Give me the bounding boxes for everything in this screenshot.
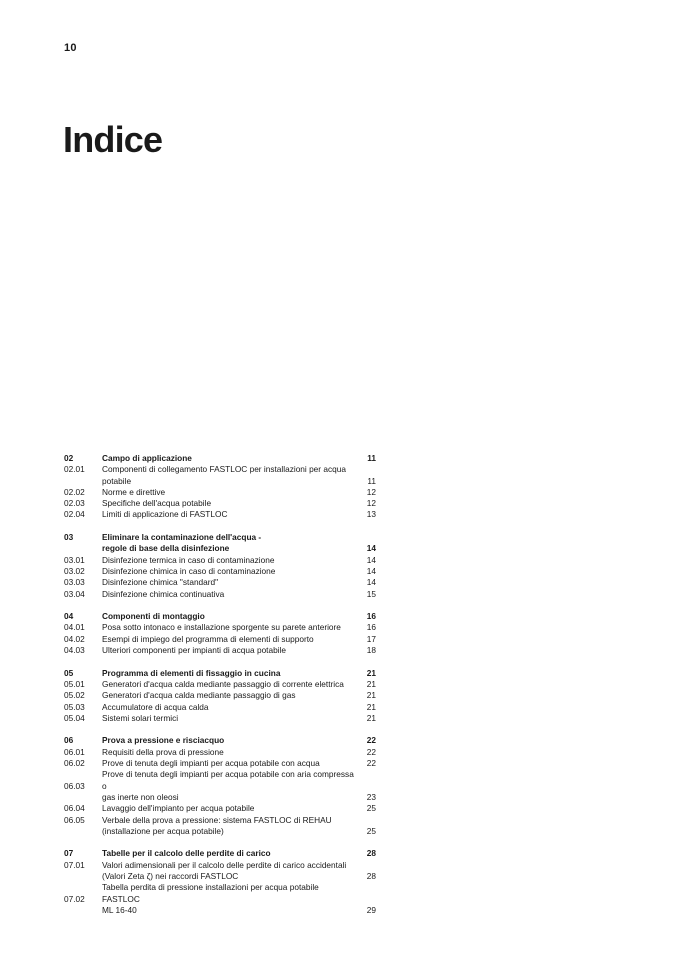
toc-entry	[64, 622, 376, 633]
toc-entry-number: 04.03	[64, 645, 85, 656]
toc-section	[64, 453, 376, 521]
toc-entry	[64, 747, 376, 758]
toc-entry-page: 12	[366, 498, 376, 509]
toc-section-page: 22	[366, 735, 376, 746]
toc-entry-number: 06.01	[64, 746, 85, 757]
toc-entry-number: 04.02	[64, 633, 85, 644]
toc-entry-page: 18	[366, 645, 376, 656]
toc-section-page: 14	[366, 543, 376, 554]
toc-entry-page: 14	[366, 565, 376, 576]
toc-entry	[64, 634, 376, 645]
toc-section-title: regole di base della disinfezione	[102, 543, 230, 554]
toc-entry-page: 17	[366, 633, 376, 644]
toc-entry	[64, 702, 376, 713]
toc-entry-title: Lavaggio dell'impianto per acqua potabile	[102, 803, 255, 814]
toc-section-title: Componenti di montaggio	[102, 611, 205, 622]
toc-entry-title: Disinfezione termica in caso di contaminazione	[102, 554, 275, 565]
toc-entry	[64, 566, 376, 577]
toc-section-heading	[64, 611, 376, 622]
toc-entry-number: 03.03	[64, 577, 85, 588]
toc-entry	[64, 826, 376, 837]
toc-section-title: Programma di elementi di fissaggio in cucina	[102, 667, 281, 678]
toc-section-number: 06	[64, 735, 74, 746]
toc-entry	[64, 509, 376, 520]
toc-section-page: 11	[367, 453, 376, 463]
toc-section-heading	[64, 668, 376, 679]
toc-section-number: 02	[64, 453, 74, 463]
toc-entry-title: Generatori d'acqua calda mediante passaggio di gas	[102, 690, 296, 701]
toc-entry-title: ML 16-40	[102, 904, 137, 915]
toc-entry-page: 29	[366, 904, 376, 915]
toc-entry-title: Limiti di applicazione di FASTLOC	[102, 509, 228, 520]
toc-entry	[64, 555, 376, 566]
toc-entry-page: 21	[366, 690, 376, 701]
toc-section-number: 05	[64, 667, 74, 678]
toc-entry-title: Esempi di impiego del programma di elementi di supporto	[102, 633, 314, 644]
toc-entry-title: (Valori Zeta ζ) nei raccordi FASTLOC	[102, 870, 239, 881]
toc-entry	[64, 758, 376, 769]
toc-entry-page: 23	[366, 791, 376, 802]
toc-entry	[64, 882, 376, 905]
toc-section-title: Tabelle per il calcolo delle perdite di carico	[102, 848, 271, 859]
toc-entry-title: Verbale della prova a pressione: sistema FASTLOC di REHAU	[102, 814, 332, 825]
toc-entry-title: Ulteriori componenti per impianti di acqua potabile	[102, 645, 287, 656]
toc-entry-title: gas inerte non oleosi	[102, 791, 179, 802]
toc-entry	[64, 871, 376, 882]
toc-entry-page: 16	[366, 622, 376, 633]
toc-entry-number: 04.01	[64, 622, 85, 633]
toc-entry-number: 03.01	[64, 554, 85, 565]
toc-entry	[64, 769, 376, 792]
toc-section-number: 07	[64, 848, 74, 859]
toc-section	[64, 735, 376, 837]
toc-entry-title: Disinfezione chimica in caso di contaminazione	[102, 565, 276, 576]
toc-entry-page: 14	[366, 577, 376, 588]
toc-entry-title: Accumulatore di acqua calda	[102, 701, 209, 712]
toc-entry	[64, 487, 376, 498]
toc-entry-title: Sistemi solari termici	[102, 712, 179, 723]
toc-section	[64, 532, 376, 600]
toc-entry-number: 07.02	[64, 893, 85, 904]
toc-entry	[64, 589, 376, 600]
toc-entry-title: Specifiche dell'acqua potabile	[102, 498, 212, 509]
toc-entry	[64, 679, 376, 690]
toc-entry-page: 22	[366, 746, 376, 757]
toc-entry-title: Norme e direttive	[102, 486, 166, 497]
toc-entry-title: Requisiti della prova di pressione	[102, 746, 224, 757]
toc-entry-number: 02.04	[64, 509, 85, 520]
toc-entry	[64, 476, 376, 487]
toc-entry-number: 02.03	[64, 498, 85, 509]
toc-section-heading	[64, 532, 376, 543]
toc-entry-page: 14	[366, 554, 376, 565]
toc-entry-page: 28	[366, 870, 376, 881]
toc-entry-title: Disinfezione chimica continuativa	[102, 588, 225, 599]
toc-entry-title: Tabella perdita di pressione installazioni per acqua potabile FASTLOC	[102, 882, 319, 904]
toc-entry	[64, 464, 376, 475]
toc-entry-page: 11	[367, 475, 376, 486]
toc-entry-title: Generatori d'acqua calda mediante passaggio di corrente elettrica	[102, 678, 344, 689]
toc-entry-number: 05.04	[64, 712, 85, 723]
toc-entry-page: 25	[366, 825, 376, 836]
toc-section-title: Campo di applicazione	[102, 453, 192, 463]
toc-entry-page: 12	[366, 486, 376, 497]
toc-entry	[64, 792, 376, 803]
toc-entry-title: potabile	[102, 475, 132, 486]
toc-entry-page: 21	[366, 712, 376, 723]
toc-entry	[64, 905, 376, 916]
toc-section-heading	[64, 453, 376, 464]
toc-entry-number: 03.04	[64, 588, 85, 599]
toc-section-page: 28	[366, 848, 376, 859]
toc-entry-number: 02.01	[64, 464, 85, 475]
toc-entry-page: 15	[366, 588, 376, 599]
toc-entry-title: Valori adimensionali per il calcolo delle perdite di carico accidentali	[102, 859, 347, 870]
toc-entry	[64, 645, 376, 656]
toc-entry	[64, 803, 376, 814]
toc-entry	[64, 577, 376, 588]
toc-entry-title: (installazione per acqua potabile)	[102, 825, 224, 836]
toc-section-title: Eliminare la contaminazione dell'acqua -	[102, 532, 262, 543]
page-number: 10	[64, 42, 77, 54]
toc-entry-number: 06.05	[64, 814, 85, 825]
toc-section-heading	[64, 848, 376, 859]
toc-entry-number: 06.03	[64, 780, 85, 791]
toc-entry	[64, 690, 376, 701]
toc-entry-number: 05.01	[64, 678, 85, 689]
toc-entry-page: 25	[366, 803, 376, 814]
toc-entry-title: Prove di tenuta degli impianti per acqua potabile con acqua	[102, 758, 320, 769]
toc-entry-title: Disinfezione chimica "standard"	[102, 577, 219, 588]
toc-entry-number: 02.02	[64, 486, 85, 497]
toc-section-number: 03	[64, 532, 74, 543]
toc-entry-title: Prove di tenuta degli impianti per acqua potabile con aria compressa o	[102, 769, 354, 791]
toc-entry-page: 21	[366, 701, 376, 712]
toc-entry	[64, 815, 376, 826]
toc-entry	[64, 713, 376, 724]
toc-section	[64, 668, 376, 724]
toc-section-number: 04	[64, 611, 74, 622]
toc-entry-number: 06.04	[64, 803, 85, 814]
toc-entry-page: 13	[366, 509, 376, 520]
toc-entry-title: Componenti di collegamento FASTLOC per installazioni per acqua	[102, 464, 346, 475]
toc-entry-number: 05.02	[64, 690, 85, 701]
toc-entry-number: 06.02	[64, 758, 85, 769]
page-title: Indice	[63, 119, 163, 160]
toc-entry-page: 22	[366, 758, 376, 769]
toc-entry-number: 03.02	[64, 565, 85, 576]
toc-entry-number: 07.01	[64, 859, 85, 870]
table-of-contents	[64, 453, 376, 927]
toc-section-page: 16	[366, 611, 376, 622]
toc-entry	[64, 860, 376, 871]
toc-entry	[64, 498, 376, 509]
toc-entry-title: Posa sotto intonaco e installazione sporgente su parete anteriore	[102, 622, 341, 633]
toc-entry-number: 05.03	[64, 701, 85, 712]
toc-section-heading	[64, 543, 376, 554]
toc-entry-page: 21	[366, 678, 376, 689]
toc-section	[64, 611, 376, 656]
toc-section-heading	[64, 735, 376, 746]
toc-section-title: Prova a pressione e risciacquo	[102, 735, 225, 746]
toc-section-page: 21	[366, 667, 376, 678]
toc-section	[64, 848, 376, 916]
